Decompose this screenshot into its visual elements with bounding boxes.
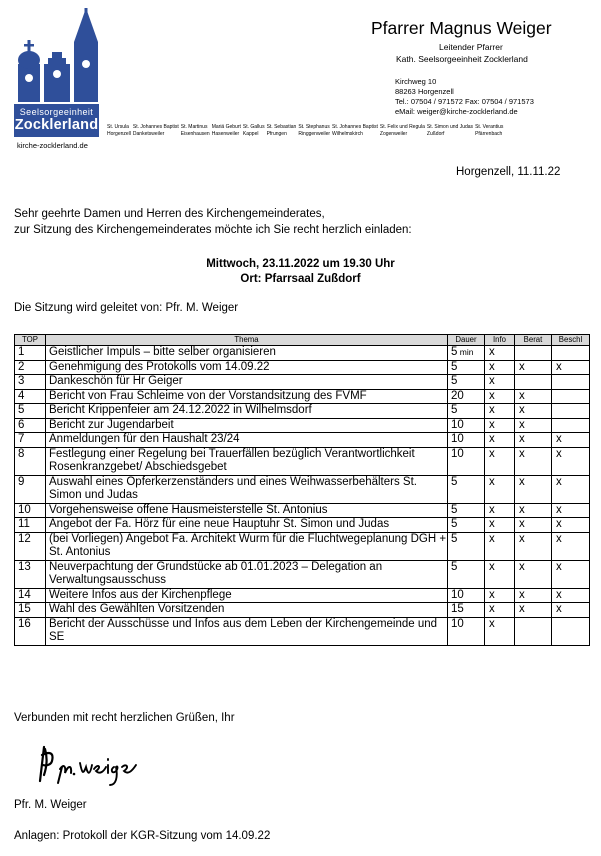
top-cell: 10 (15, 503, 46, 518)
beschl-cell: x (552, 475, 590, 503)
parish-item: St. Sebastian Pfrungen (266, 124, 297, 137)
top-cell: 6 (15, 418, 46, 433)
greeting-line-1: Sehr geehrte Damen und Herren des Kirchengemeinderates, (14, 208, 325, 220)
berat-cell: x (515, 503, 552, 518)
berat-cell: x (515, 603, 552, 618)
church-towers-icon (14, 8, 100, 104)
logo-line1: Seelsorgeeinheit (19, 107, 94, 117)
parish-item: St. Ursula Horgenzell (107, 124, 131, 137)
dauer-cell (448, 418, 485, 433)
meeting-when: Mittwoch, 23.11.2022 um 19.30 Uhr (206, 258, 395, 270)
dauer-cell (448, 588, 485, 603)
beschl-cell: x (552, 588, 590, 603)
info-cell: x (485, 404, 515, 419)
thema-cell: Bericht von Frau Schleime von der Vorstandsitzung des FVMF (46, 389, 448, 404)
thema-cell: Bericht zur Jugendarbeit (46, 418, 448, 433)
dauer-value: 10 (451, 588, 464, 601)
table-row (15, 433, 590, 448)
dauer-unit: min (457, 347, 474, 357)
dauer-value: 10 (451, 617, 464, 630)
thema-cell: Vorgehensweise offene Hausmeisterstelle St. Antonius (46, 503, 448, 518)
berat-cell: x (515, 433, 552, 448)
beschl-cell: x (552, 518, 590, 533)
dauer-cell (448, 360, 485, 375)
berat-cell: x (515, 588, 552, 603)
table-row (15, 475, 590, 503)
dauer-cell (448, 346, 485, 361)
dauer-cell (448, 532, 485, 560)
dauer-cell (448, 447, 485, 475)
berat-cell: x (515, 404, 552, 419)
beschl-cell (552, 389, 590, 404)
dauer-value: 5 (451, 518, 458, 530)
header-top: TOP (15, 335, 46, 346)
top-cell: 11 (15, 518, 46, 533)
website-link[interactable]: kirche-zocklerland.de (17, 141, 88, 150)
dauer-value: 5 (451, 532, 458, 545)
dauer-value: 5 (451, 475, 458, 488)
info-cell: x (485, 375, 515, 390)
sender-role: Leitender Pfarrer (439, 42, 503, 52)
table-row (15, 418, 590, 433)
top-cell: 5 (15, 404, 46, 419)
top-cell: 7 (15, 433, 46, 448)
info-cell: x (485, 433, 515, 448)
meeting-where: Ort: Pfarrsaal Zußdorf (240, 273, 361, 285)
dauer-cell (448, 603, 485, 618)
top-cell: 4 (15, 389, 46, 404)
greeting-line-2: zur Sitzung des Kirchengemeinderates möchte ich Sie recht herzlich einladen: (14, 224, 412, 236)
top-cell: 8 (15, 447, 46, 475)
attachment-line: Anlagen: Protokoll der KGR-Sitzung vom 14.09.22 (14, 830, 271, 842)
info-cell: x (485, 418, 515, 433)
top-cell: 16 (15, 617, 46, 645)
berat-cell (515, 375, 552, 390)
berat-cell (515, 617, 552, 645)
top-cell: 13 (15, 560, 46, 588)
dauer-cell (448, 389, 485, 404)
beschl-cell (552, 404, 590, 419)
dauer-value: 20 (451, 389, 464, 402)
info-cell: x (485, 447, 515, 475)
thema-cell: Wahl des Gewählten Vorsitzenden (46, 603, 448, 618)
dauer-cell (448, 560, 485, 588)
chair-line: Die Sitzung wird geleitet von: Pfr. M. Weiger (14, 302, 239, 314)
table-row (15, 560, 590, 588)
top-cell: 2 (15, 360, 46, 375)
logo-banner (14, 104, 99, 137)
closing-line: Verbunden mit recht herzlichen Grüßen, Ihr (14, 712, 235, 724)
beschl-cell: x (552, 503, 590, 518)
berat-cell: x (515, 447, 552, 475)
info-cell: x (485, 360, 515, 375)
info-cell: x (485, 532, 515, 560)
berat-cell: x (515, 389, 552, 404)
address-city: 88263 Horgenzell (395, 87, 454, 96)
dauer-value: 10 (451, 433, 464, 445)
agenda-header-row (15, 335, 590, 346)
date-line: Horgenzell, 11.11.22 (456, 166, 561, 178)
dauer-value: 5 (451, 404, 458, 416)
parish-item: St. Johannes Baptist Wilhelmskirch (332, 124, 378, 137)
dauer-cell (448, 617, 485, 645)
thema-cell: Bericht der Ausschüsse und Infos aus dem Leben der Kirchengemeinde und SE (46, 617, 448, 645)
signer-name: Pfr. M. Weiger (14, 799, 87, 811)
agenda-table (14, 334, 590, 646)
dauer-cell (448, 375, 485, 390)
dauer-cell (448, 433, 485, 448)
dauer-value: 5 (451, 346, 458, 358)
sender-name: Pfarrer Magnus Weiger (371, 18, 552, 38)
berat-cell: x (515, 475, 552, 503)
thema-cell: Auswahl eines Opferkerzenständers und eines Weihwasserbehälters St. Simon und Judas (46, 475, 448, 503)
parish-list (107, 124, 595, 137)
parish-item: St. Martinus Eisenhausen (180, 124, 210, 137)
dauer-value: 5 (451, 360, 458, 373)
parish-item: St. Felix und Regula Zogenweiler (379, 124, 425, 137)
dauer-value: 5 (451, 375, 458, 387)
dauer-value: 15 (451, 603, 464, 615)
dauer-value: 10 (451, 447, 464, 460)
table-row (15, 447, 590, 475)
table-row (15, 588, 590, 603)
beschl-cell (552, 617, 590, 645)
info-cell: x (485, 389, 515, 404)
thema-cell: Festlegung einer Regelung bei Trauerfällen bezüglich Verantwortlichkeit Rosenkranzgebet/ Abschiedsgebet (46, 447, 448, 475)
thema-cell: Anmeldungen für den Haushalt 23/24 (46, 433, 448, 448)
berat-cell: x (515, 532, 552, 560)
parish-item: St. Stephanus Ringgenweiler (298, 124, 331, 137)
dauer-value: 5 (451, 503, 458, 516)
dauer-value: 10 (451, 418, 464, 431)
parish-item: St. Johannes Baptist Danketsweiler (132, 124, 179, 137)
parish-item: St. Simon und Judas Zußdorf (426, 124, 474, 137)
info-cell: x (485, 617, 515, 645)
dauer-value: 5 (451, 560, 458, 573)
table-row (15, 603, 590, 618)
info-cell: x (485, 346, 515, 361)
address-phone: Tel.: 07504 / 971572 Fax: 07504 / 971573 (395, 97, 534, 106)
table-row (15, 389, 590, 404)
berat-cell: x (515, 418, 552, 433)
info-cell: x (485, 518, 515, 533)
thema-cell: Bericht Krippenfeier am 24.12.2022 in Wilhelmsdorf (46, 404, 448, 419)
table-row (15, 360, 590, 375)
table-row (15, 503, 590, 518)
berat-cell: x (515, 560, 552, 588)
header-info: Info (485, 335, 515, 346)
info-cell: x (485, 603, 515, 618)
berat-cell: x (515, 360, 552, 375)
thema-cell: Genehmigung des Protokolls vom 14.09.22 (46, 360, 448, 375)
beschl-cell (552, 418, 590, 433)
berat-cell: x (515, 518, 552, 533)
thema-cell: (bei Vorliegen) Angebot Fa. Architekt Wurm für die Fluchtwegeplanung DGH + St. Antonius (46, 532, 448, 560)
beschl-cell: x (552, 360, 590, 375)
logo-line2: Zocklerland (14, 117, 99, 133)
beschl-cell: x (552, 447, 590, 475)
top-cell: 1 (15, 346, 46, 361)
table-row (15, 346, 590, 361)
beschl-cell (552, 375, 590, 390)
thema-cell: Angebot der Fa. Hörz für eine neue Hauptuhr St. Simon und Judas (46, 518, 448, 533)
beschl-cell: x (552, 603, 590, 618)
address-email[interactable]: eMail: weiger@kirche-zocklerland.de (395, 107, 518, 116)
table-row (15, 518, 590, 533)
church-logo (14, 8, 100, 104)
top-cell: 14 (15, 588, 46, 603)
dauer-cell (448, 518, 485, 533)
table-row (15, 617, 590, 645)
thema-cell: Neuverpachtung der Grundstücke ab 01.01.2023 – Delegation an Verwaltungsausschuss (46, 560, 448, 588)
beschl-cell: x (552, 433, 590, 448)
info-cell: x (485, 588, 515, 603)
parish-item: St. Verantius Pfärrenbach (475, 124, 504, 137)
beschl-cell: x (552, 532, 590, 560)
header-berat: Berat (515, 335, 552, 346)
dauer-cell (448, 404, 485, 419)
info-cell: x (485, 475, 515, 503)
sender-unit: Kath. Seelsorgeeinheit Zocklerland (396, 54, 528, 64)
parish-item: Mariä Geburt Hasenweiler (211, 124, 241, 137)
top-cell: 12 (15, 532, 46, 560)
address-street: Kirchweg 10 (395, 77, 437, 86)
top-cell: 3 (15, 375, 46, 390)
dauer-cell (448, 503, 485, 518)
thema-cell: Geistlicher Impuls – bitte selber organisieren (46, 346, 448, 361)
agenda-body (15, 346, 590, 646)
header-beschl: Beschl (552, 335, 590, 346)
handwritten-signature (36, 741, 146, 794)
table-row (15, 404, 590, 419)
header-thema: Thema (46, 335, 448, 346)
beschl-cell: x (552, 560, 590, 588)
thema-cell: Weitere Infos aus der Kirchenpflege (46, 588, 448, 603)
dauer-cell (448, 475, 485, 503)
thema-cell: Dankeschön für Hr Geiger (46, 375, 448, 390)
header-dauer: Dauer (448, 335, 485, 346)
table-row (15, 532, 590, 560)
top-cell: 15 (15, 603, 46, 618)
table-row (15, 375, 590, 390)
beschl-cell (552, 346, 590, 361)
berat-cell (515, 346, 552, 361)
info-cell: x (485, 503, 515, 518)
info-cell: x (485, 560, 515, 588)
top-cell: 9 (15, 475, 46, 503)
parish-item: St. Gallus Kappel (242, 124, 265, 137)
sender-address (395, 77, 534, 117)
